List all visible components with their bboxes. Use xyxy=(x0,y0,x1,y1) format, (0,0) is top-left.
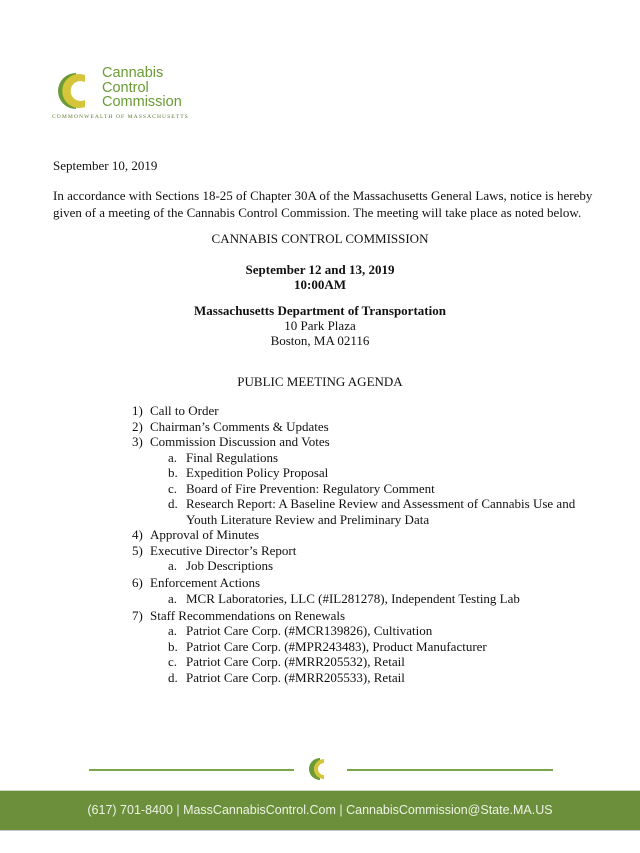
meeting-address-line-2: Boston, MA 02116 xyxy=(270,333,370,348)
agenda-subitem xyxy=(132,465,602,481)
agenda-item-number: 7) xyxy=(132,607,143,623)
logo-wordmark xyxy=(102,66,182,110)
footer-rule-right xyxy=(347,769,553,771)
agenda-subitem-label: MCR Laboratories, LLC (#IL281278), Independent Testing Lab xyxy=(186,590,520,606)
agenda-item xyxy=(132,434,602,450)
agenda-title: PUBLIC MEETING AGENDA xyxy=(237,374,403,389)
agenda-item-number: 1) xyxy=(132,403,143,418)
agenda-subitem xyxy=(132,623,602,639)
agenda-subitem-letter: a. xyxy=(168,590,178,606)
agenda-item-label: Approval of Minutes xyxy=(150,527,260,542)
agenda-item xyxy=(132,403,602,419)
agenda-subitem-label: Patriot Care Corp. (#MCR139826), Cultivation xyxy=(186,623,433,638)
logo-line-3: Commission xyxy=(102,94,182,110)
agenda-subitem xyxy=(132,558,602,574)
agenda-subitem-letter: c. xyxy=(168,654,178,669)
agenda-item-label: Call to Order xyxy=(150,403,219,418)
agenda-subitem-label: Patriot Care Corp. (#MRR205532), Retail xyxy=(186,654,405,669)
agenda-subitem-label: Final Regulations xyxy=(186,449,279,465)
footer-contact-bar xyxy=(0,790,640,831)
meeting-dates: September 12 and 13, 2019 xyxy=(245,262,395,277)
agenda-item-label: Enforcement Actions xyxy=(150,575,261,590)
agenda-subitem xyxy=(132,591,602,607)
agenda-subitem-label: Patriot Care Corp. (#MRR205533), Retail xyxy=(186,669,405,685)
agenda-subitem-label: Board of Fire Prevention: Regulatory Comment xyxy=(186,480,435,496)
agenda-item-number: 6) xyxy=(132,575,143,590)
agenda-subitem-label: Job Descriptions xyxy=(186,558,274,573)
notice-date: September 10, 2019 xyxy=(53,158,158,173)
logo-tagline: COMMONWEALTH OF MASSACHUSETTS xyxy=(52,114,189,120)
agenda-item-number: 2) xyxy=(132,418,143,434)
agenda-subitem xyxy=(132,450,602,466)
commission-heading: CANNABIS CONTROL COMMISSION xyxy=(211,231,429,246)
agenda-subitem-letter: a. xyxy=(168,449,178,465)
agenda-item-number: 5) xyxy=(132,542,143,558)
footer-rule-left xyxy=(89,769,294,771)
agenda-item-label: Executive Director’s Report xyxy=(150,542,297,558)
agenda-subitem xyxy=(132,481,602,497)
agenda-item-label: Commission Discussion and Votes xyxy=(150,434,330,449)
meeting-venue: Massachusetts Department of Transportation xyxy=(194,303,446,318)
agenda-subitem-letter: c. xyxy=(168,480,178,496)
meeting-time: 10:00AM xyxy=(294,277,346,292)
agenda-subitem xyxy=(132,654,602,670)
logo-line-1: Cannabis xyxy=(102,65,164,81)
agenda-subitem xyxy=(132,670,602,686)
agenda-subitem-letter: b. xyxy=(168,465,178,480)
agenda-subitem-label: Patriot Care Corp. (#MPR243483), Product Manufacturer xyxy=(186,638,487,654)
agenda-item-number: 4) xyxy=(132,527,143,542)
agenda-item-label: Staff Recommendations on Renewals xyxy=(150,607,346,623)
logo-line-2: Control xyxy=(102,79,149,96)
agenda-subitem xyxy=(132,496,602,527)
agenda-subitem-label: Research Report: A Baseline Review and Assessment of Cannabis Use and Youth Literature Review and Preliminary Data xyxy=(186,496,576,527)
footer-cc-icon xyxy=(309,757,333,781)
agenda-subitem-letter: d. xyxy=(168,669,178,685)
agenda-subitem-letter: a. xyxy=(168,623,178,638)
agenda-subitem-label: Expedition Policy Proposal xyxy=(186,465,329,480)
agenda-subitem-letter: d. xyxy=(168,496,178,511)
agenda-subitem xyxy=(132,639,602,655)
agenda-subitem-letter: a. xyxy=(168,558,178,573)
agenda-item xyxy=(132,527,602,543)
meeting-address-line-1: 10 Park Plaza xyxy=(284,318,356,333)
agenda-item-number: 3) xyxy=(132,434,143,449)
agenda-subitem-letter: b. xyxy=(168,638,178,654)
cc-logo-icon xyxy=(52,69,102,113)
footer-contact-text: (617) 701-8400 | MassCannabisControl.Com | CannabisCommission@State.MA.US xyxy=(87,803,553,817)
agenda-item-label: Chairman’s Comments & Updates xyxy=(150,418,329,434)
agenda-list xyxy=(132,403,602,687)
agenda-item xyxy=(132,543,602,559)
agenda-item xyxy=(132,575,602,591)
agenda-item xyxy=(132,419,602,435)
agenda-item xyxy=(132,608,602,624)
commission-logo xyxy=(52,66,212,124)
notice-intro: In accordance with Sections 18-25 of Chapter 30A of the Massachusetts General Laws, notice is hereby given of a meeting of the Cannabis Control Commission. The meeting will take place as noted below. xyxy=(53,188,593,220)
